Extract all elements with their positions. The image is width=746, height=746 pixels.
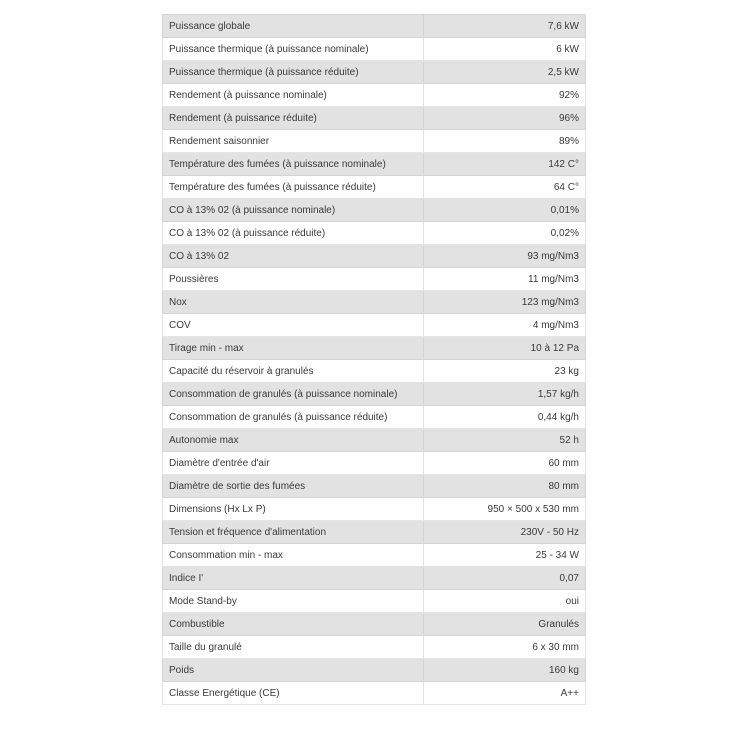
spec-label: Consommation de granulés (à puissance réduite) xyxy=(163,406,424,429)
table-row xyxy=(163,521,586,544)
spec-value: 230V - 50 Hz xyxy=(424,521,586,544)
table-row xyxy=(163,475,586,498)
spec-value: 23 kg xyxy=(424,360,586,383)
spec-value: 4 mg/Nm3 xyxy=(424,314,586,337)
spec-label: Rendement (à puissance nominale) xyxy=(163,84,424,107)
table-row xyxy=(163,107,586,130)
spec-value: 64 C° xyxy=(424,176,586,199)
table-row xyxy=(163,452,586,475)
table-row xyxy=(163,15,586,38)
spec-value: 25 - 34 W xyxy=(424,544,586,567)
table-row xyxy=(163,360,586,383)
spec-label: Puissance thermique (à puissance réduite) xyxy=(163,61,424,84)
spec-value: 60 mm xyxy=(424,452,586,475)
spec-value: 10 à 12 Pa xyxy=(424,337,586,360)
spec-value: 2,5 kW xyxy=(424,61,586,84)
spec-value: A++ xyxy=(424,682,586,705)
spec-label: COV xyxy=(163,314,424,337)
table-row xyxy=(163,176,586,199)
spec-table-body xyxy=(163,15,586,705)
table-row xyxy=(163,222,586,245)
table-row xyxy=(163,682,586,705)
spec-value: 0,02% xyxy=(424,222,586,245)
spec-value: 80 mm xyxy=(424,475,586,498)
spec-value: 11 mg/Nm3 xyxy=(424,268,586,291)
spec-label: Puissance globale xyxy=(163,15,424,38)
table-row xyxy=(163,268,586,291)
table-row xyxy=(163,337,586,360)
spec-value: Granulés xyxy=(424,613,586,636)
spec-label: Indice I' xyxy=(163,567,424,590)
spec-label: Température des fumées (à puissance nominale) xyxy=(163,153,424,176)
spec-label: Rendement saisonnier xyxy=(163,130,424,153)
table-row xyxy=(163,314,586,337)
spec-value: 52 h xyxy=(424,429,586,452)
spec-value: 0,07 xyxy=(424,567,586,590)
spec-value: 6 x 30 mm xyxy=(424,636,586,659)
spec-value: 0,01% xyxy=(424,199,586,222)
table-row xyxy=(163,84,586,107)
spec-value: 7,6 kW xyxy=(424,15,586,38)
spec-value: 0,44 kg/h xyxy=(424,406,586,429)
table-row xyxy=(163,498,586,521)
spec-label: Consommation de granulés (à puissance nominale) xyxy=(163,383,424,406)
table-row xyxy=(163,636,586,659)
spec-label: Combustible xyxy=(163,613,424,636)
spec-label: Poids xyxy=(163,659,424,682)
spec-table xyxy=(162,14,586,705)
table-row xyxy=(163,383,586,406)
table-row xyxy=(163,61,586,84)
table-row xyxy=(163,613,586,636)
spec-label: Consommation min - max xyxy=(163,544,424,567)
spec-label: CO à 13% 02 (à puissance réduite) xyxy=(163,222,424,245)
spec-label: Classe Energétique (CE) xyxy=(163,682,424,705)
spec-label: Mode Stand-by xyxy=(163,590,424,613)
spec-label: Diamètre d'entrée d'air xyxy=(163,452,424,475)
spec-label: Température des fumées (à puissance réduite) xyxy=(163,176,424,199)
spec-label: Tension et fréquence d'alimentation xyxy=(163,521,424,544)
spec-value: 142 C° xyxy=(424,153,586,176)
spec-label: CO à 13% 02 xyxy=(163,245,424,268)
spec-label: Capacité du réservoir à granulés xyxy=(163,360,424,383)
spec-value: 123 mg/Nm3 xyxy=(424,291,586,314)
spec-value: 160 kg xyxy=(424,659,586,682)
table-row xyxy=(163,38,586,61)
table-row xyxy=(163,130,586,153)
spec-value: 950 × 500 x 530 mm xyxy=(424,498,586,521)
spec-value: oui xyxy=(424,590,586,613)
spec-label: Diamètre de sortie des fumées xyxy=(163,475,424,498)
spec-label: Puissance thermique (à puissance nominale) xyxy=(163,38,424,61)
spec-label: Nox xyxy=(163,291,424,314)
spec-value: 1,57 kg/h xyxy=(424,383,586,406)
spec-label: Autonomie max xyxy=(163,429,424,452)
spec-value: 96% xyxy=(424,107,586,130)
table-row xyxy=(163,659,586,682)
spec-value: 92% xyxy=(424,84,586,107)
spec-label: Taille du granulé xyxy=(163,636,424,659)
table-row xyxy=(163,590,586,613)
spec-value: 93 mg/Nm3 xyxy=(424,245,586,268)
spec-label: Poussières xyxy=(163,268,424,291)
table-row xyxy=(163,544,586,567)
spec-label: Dimensions (Hx Lx P) xyxy=(163,498,424,521)
spec-value: 89% xyxy=(424,130,586,153)
table-row xyxy=(163,245,586,268)
table-row xyxy=(163,429,586,452)
spec-label: Tirage min - max xyxy=(163,337,424,360)
table-row xyxy=(163,406,586,429)
spec-label: Rendement (à puissance réduite) xyxy=(163,107,424,130)
table-row xyxy=(163,153,586,176)
table-row xyxy=(163,199,586,222)
spec-label: CO à 13% 02 (à puissance nominale) xyxy=(163,199,424,222)
table-row xyxy=(163,291,586,314)
spec-value: 6 kW xyxy=(424,38,586,61)
table-row xyxy=(163,567,586,590)
